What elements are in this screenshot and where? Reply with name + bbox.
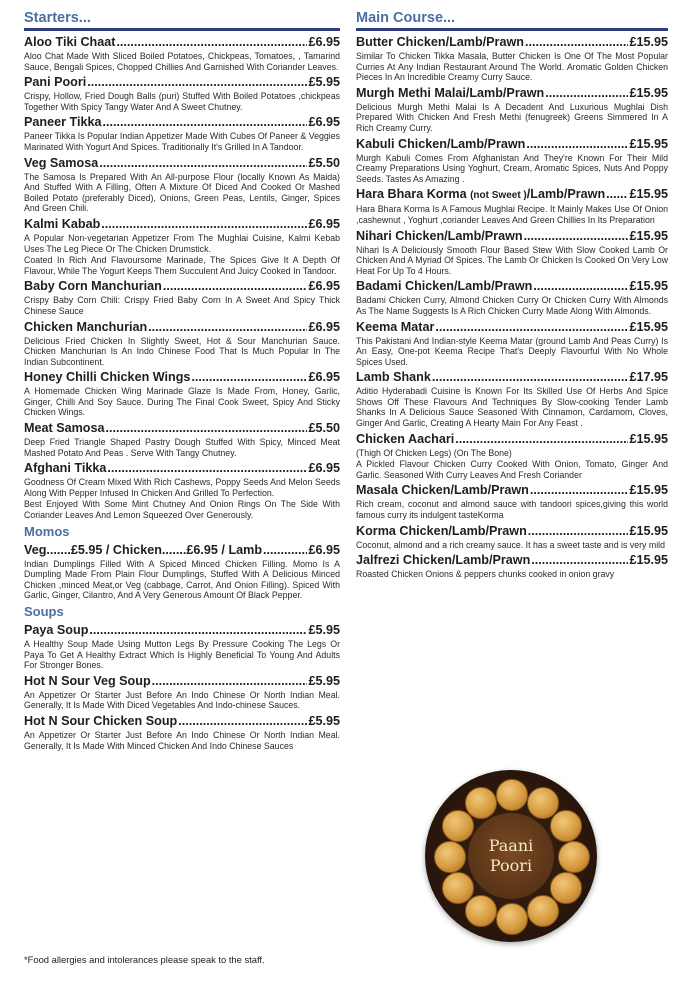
momos-heading: Momos — [24, 523, 70, 539]
soup-item — [24, 714, 340, 751]
starter-item-price: £6.95 — [308, 319, 340, 334]
soup-item-name: Hot N Sour Veg Soup — [24, 673, 151, 688]
soup-item-description: An Appetizer Or Starter Just Before An Indo Chinese Or North Indian Meal. Generally, It Is Made With Diced Vegetables And Indo-chinese Sauces. — [24, 689, 340, 711]
main-item-description: Rich cream, coconut and almond sauce with tandoori spices,giving this world famous curry its indulgent tasteKorma — [356, 499, 668, 521]
starter-item-price: £6.95 — [308, 279, 340, 294]
momos-lamb-price: £6.95 — [308, 542, 340, 557]
starter-item-title — [24, 75, 340, 90]
starter-item-price: £6.95 — [308, 370, 340, 385]
plate-label-line1: Paani — [488, 836, 534, 855]
starter-item-name: Chicken Manchurian — [24, 319, 148, 334]
momos-veg-price: £5.95 — [70, 542, 103, 557]
main-item-description: Delicious Murgh Methi Malai Is A Decadent And Luxurious Mughlai Dish Prepared With Chicken And Fresh Methi (fenugreek) Greens Simmered In A Rich Creamy Curry. — [356, 101, 668, 133]
main-item-name: Korma Chicken/Lamb/Prawn — [356, 523, 527, 538]
starter-item-title — [24, 421, 340, 436]
right-column — [356, 10, 668, 583]
pani-poori-ball — [550, 810, 582, 842]
starter-item-description: Paneer Tikka Is Popular Indian Appetizer Made With Cubes Of Paneer & Veggies Marinated With Yogurt And Spices. Traditionally It's Grilled In A Tandoor. — [24, 131, 340, 152]
main-item-price: £15.95 — [629, 279, 668, 294]
starter-item-name: Aloo Tiki Chaat — [24, 35, 116, 49]
plate-label-line2: Poori — [489, 856, 533, 875]
main-item-description: Similar To Chicken Tikka Masala, Butter Chicken Is One Of The Most Popular Curries At Any Indian Restaurant Around The World. Aromatic Golden Chicken Pieces In An Incredible Creamy Curry Sauce. — [356, 51, 668, 83]
starter-item-description: The Samosa Is Prepared With An All-purpose Flour (locally Known As Maida) And Stuffed With A Filling, Often A Mixture Of Diced And Cooked Or Mashed Boiled Potato (preferably Diced), Onions, Green Peas, Lentils, Ginger, Spices And Green Chili. — [24, 171, 340, 214]
starters-list — [24, 35, 340, 521]
main-item-price: £15.95 — [629, 136, 668, 151]
main-item — [356, 35, 668, 83]
starter-item — [24, 461, 340, 520]
main-item-title — [356, 553, 668, 568]
main-item-name: Hara Bhara Korma (not Sweet )/Lamb/Prawn — [356, 187, 606, 202]
starter-item-name: Kalmi Kabab — [24, 216, 101, 231]
main-item-name: Keema Matar — [356, 319, 435, 334]
soup-item — [24, 623, 340, 671]
soup-item-price: £5.95 — [308, 713, 340, 728]
momos-chicken-price: £6.95 — [186, 542, 218, 557]
main-item — [356, 370, 668, 428]
starter-item — [24, 115, 340, 152]
main-item-description: Badami Chicken Curry, Almond Chicken Curry Or Chicken Curry With Almonds As The Name Suggests Is A Rich Chicken Curry Made Along With Almonds. — [356, 295, 668, 316]
main-item-title — [356, 279, 668, 294]
main-item-description: Murgh Kabuli Comes From Afghanistan And They're Known For Their Mild Creamy Preparations Using Yoghurt, Cream, Aromatic Spices, Nuts And Poppy Seeds. Tastes As Amazing . — [356, 152, 668, 184]
starter-item — [24, 156, 340, 214]
main-item-price: £17.95 — [629, 370, 668, 385]
main-item-description: Nihari Is A Deliciously Smooth Flour Based Stew With Slow Cooked Lamb Or Chicken And A Myriad Of Spices. The Lamb Or Chicken Is Cooked On Very Low Heat For Up To 4 Hours. — [356, 244, 668, 276]
main-item — [356, 137, 668, 185]
pani-poori-ball — [527, 895, 559, 927]
main-item-description: Roasted Chicken Onions & peppers chunks cooked in onion gravy — [356, 569, 615, 580]
starter-item-title — [24, 320, 340, 335]
starter-item — [24, 217, 340, 276]
main-item-price: £15.95 — [629, 431, 668, 446]
starter-item-title — [24, 461, 340, 476]
main-course-list — [356, 35, 668, 580]
main-item-name: Badami Chicken/Lamb/Prawn — [356, 279, 533, 294]
starters-heading: Starters... — [24, 10, 340, 31]
starter-item-title — [24, 370, 340, 385]
soup-item-title — [24, 623, 340, 638]
main-item-name: Chicken Aachari — [356, 431, 455, 446]
pani-poori-ball — [434, 841, 466, 873]
main-item-description: Aditio Hyderabadi Cuisine Is Known For Its Skilled Use Of Herbs And Spice Shows Off These Flavours And Techniques By Slow-cooking Tender Lamb Shanks In A Delicious Sauce Seasoned With Cinnamon, Cardamom, Cloves, Ginger And Garlic, Creating A Hearty Main For Any Feast . — [356, 386, 668, 429]
starter-item-title — [24, 156, 340, 171]
starter-item — [24, 370, 340, 418]
soup-item-name: Paya Soup — [24, 623, 89, 637]
momos-item — [24, 543, 340, 601]
main-item — [356, 553, 668, 580]
momos-chicken-label: Chicken — [112, 542, 162, 557]
soup-item-price: £5.95 — [308, 623, 340, 637]
allergy-footnote: *Food allergies and intolerances please speak to the staff. — [24, 954, 265, 965]
main-item-price: £15.95 — [629, 319, 668, 334]
soup-item — [24, 674, 340, 711]
starter-item — [24, 320, 340, 368]
main-item-name: Lamb Shank — [356, 370, 431, 385]
main-item-title — [356, 320, 668, 335]
soups-list — [24, 623, 340, 751]
main-item-title — [356, 35, 668, 50]
main-item-price: £15.95 — [629, 523, 668, 538]
pani-poori-ball — [496, 779, 528, 811]
main-course-heading: Main Course... — [356, 10, 668, 31]
soup-item-price: £5.95 — [308, 673, 340, 688]
soups-heading: Soups — [24, 604, 64, 619]
main-item-description: (Thigh Of Chicken Legs) (On The Bone) — [356, 447, 512, 458]
main-item — [356, 187, 668, 225]
main-item-description: This Pakistani And Indian-style Keema Matar (ground Lamb And Peas Curry) Is An Easy, One-pot Keema Recipe That's Deeply Flavourful With No Whole Spices Used. — [356, 335, 668, 367]
soup-item-name: Hot N Sour Chicken Soup — [24, 713, 178, 728]
starter-item-name: Veg Samosa — [24, 155, 99, 170]
starter-item-name: Afghani Tikka — [24, 461, 107, 476]
left-column — [24, 10, 340, 754]
main-item-name: Kabuli Chicken/Lamb/Prawn — [356, 136, 526, 151]
starter-item-description: Aloo Chat Made With Sliced Boiled Potatoes, Chickpeas, Tomatoes, , Tamarind Sauce, Bengali Spices, Chopped Chillies And Garnished With Coriander Leaves. — [24, 51, 340, 72]
main-item — [356, 524, 668, 551]
momos-veg-label: Veg — [24, 542, 47, 557]
starter-item-title — [24, 279, 340, 294]
main-item-title — [356, 524, 668, 539]
main-item — [356, 483, 668, 520]
starter-item-name: Pani Poori — [24, 75, 87, 90]
main-item-title — [356, 187, 668, 203]
starter-item-description: Best Enjoyed With Some Mint Chutney And Onion Rings On The Side With Coriander Leaves And Lemon Squeezed Over Generously. — [24, 499, 340, 521]
paani-poori-image — [425, 770, 597, 942]
starter-item-description: Crispy, Hollow, Fried Dough Balls (puri) Stuffed With Boiled Potatoes ,chickpeas Together With Spicy Tangy Water And A Sweet Chutney. — [24, 91, 340, 112]
momos-lamb-label: Lamb — [228, 542, 263, 557]
starter-item-price: £6.95 — [308, 115, 340, 130]
starter-item-description: Deep Fried Triangle Shaped Pastry Dough Stuffed With Spicy, Minced Meat Mashed Potato And Peas . Serve With Tangy Chutney. — [24, 437, 340, 458]
main-item-name: Nihari Chicken/Lamb/Prawn — [356, 228, 523, 243]
starter-item-title — [24, 217, 340, 232]
starter-item-name: Baby Corn Manchurian — [24, 279, 162, 294]
main-item-description: A Pickled Flavour Chicken Curry Cooked With Onion, Tomato, Ginger And Garlic. Seasoned With Curry Leaves And Fresh Coriander — [356, 459, 668, 480]
pani-poori-ball — [496, 903, 528, 935]
starter-item — [24, 75, 340, 112]
main-item-title — [356, 229, 668, 244]
main-item-title — [356, 86, 668, 101]
main-item — [356, 432, 668, 481]
main-item-name: Jalfrezi Chicken/Lamb/Prawn — [356, 553, 531, 568]
starter-item-name: Paneer Tikka — [24, 115, 102, 130]
main-item — [356, 320, 668, 368]
plate-label — [468, 813, 554, 899]
main-item-price: £15.95 — [629, 553, 668, 568]
main-item — [356, 229, 668, 277]
starter-item — [24, 35, 340, 72]
main-item — [356, 279, 668, 316]
main-item-price: £15.95 — [629, 85, 668, 100]
starter-item-description: Goodness Of Cream Mixed With Rich Cashews, Poppy Seeds And Melon Seeds Along With Pepper Infused In Chicken And Grilled To Perfection. — [24, 477, 340, 498]
main-item-title — [356, 432, 668, 447]
starter-item-price: £5.50 — [308, 155, 340, 170]
main-item-price: £15.95 — [629, 483, 668, 498]
main-item-title — [356, 483, 668, 498]
pani-poori-ball — [465, 895, 497, 927]
soup-item-description: A Healthy Soup Made Using Mutton Legs By Pressure Cooking The Legs Or Paya To Get A Healthy Extract Which Is Highly Beneficial To Young And Adults For Stronger Bones. — [24, 639, 340, 671]
soup-item-description: An Appetizer Or Starter Just Before An Indo Chinese Or North Indian Meal. Generally, It Is Made With Minced Chicken And Indo Chinese Sauces — [24, 729, 340, 751]
main-item-price: £15.95 — [629, 35, 668, 49]
main-item-name: Murgh Methi Malai/Lamb/Prawn — [356, 85, 545, 100]
starter-item-name: Honey Chilli Chicken Wings — [24, 370, 191, 385]
momos-description: Indian Dumplings Filled With A Spiced Minced Chicken Filling. Momo Is A Dumpling Made From Plain Flour Dumplings, Stuffed With A Delicious Minced Chicken ,minced Meat,or Veg (cabbage, Carrot, And Onion Filling). Spiced With Garlic, Ginger, Cilantro, And A Very Generous Amount Of Black Pepper. — [24, 558, 340, 601]
starter-item-price: £6.95 — [308, 216, 340, 231]
soup-item-title — [24, 714, 340, 729]
starter-item-price: £5.50 — [308, 421, 340, 436]
main-item-title — [356, 137, 668, 152]
starter-item-title — [24, 35, 340, 50]
main-item-name: Butter Chicken/Lamb/Prawn — [356, 35, 524, 49]
main-item-description: Coconut, almond and a rich creamy sauce. It has a sweet taste and is very mild — [356, 539, 666, 550]
soup-item-title — [24, 674, 340, 689]
pani-poori-ball — [558, 841, 590, 873]
starter-item-description: A Homemade Chicken Wing Marinade Glaze Is Made From, Honey, Garlic, Ginger, Chilli And Soy Sauce. During The Final Cook Sweet, Spicy And Sticky Chicken Wings. — [24, 386, 340, 418]
main-item-price: £15.95 — [629, 228, 668, 243]
starter-item-title — [24, 115, 340, 130]
starter-item-description: A Popular Non-vegetarian Appetizer From The Mughlai Cuisine, Kalmi Kebab Uses The Leg Piece Or The Chicken Drumstick. — [24, 232, 340, 254]
main-item-price: £15.95 — [629, 187, 668, 202]
main-item — [356, 86, 668, 134]
starter-item-price: £5.95 — [308, 75, 340, 90]
starter-item — [24, 279, 340, 316]
main-item-name: Masala Chicken/Lamb/Prawn — [356, 483, 529, 498]
starter-item-description: Delicious Fried Chicken In Slightly Sweet, Hot & Sour Manchurian Sauce. Chicken Manchurian Is An Indo Chinese Food That Is Much Popular In The Indian Subcontinent. — [24, 335, 340, 367]
main-item-description: Hara Bhara Korma Is A Famous Mughlai Recipe. It Mainly Makes Use Of Onion ,cashewnut , Yoghurt ,coriander Leaves And Green Chillies In Its Preparation — [356, 204, 668, 225]
starter-item-price: £6.95 — [308, 35, 340, 49]
starter-item-description: Crispy Baby Corn Chili: Crispy Fried Baby Corn In A Sweet And Spicy Thick Chinese Sauce — [24, 295, 340, 316]
main-item-title — [356, 370, 668, 385]
momos-title: Veg ....... £5.95 / Chicken ....... £6.95 / Lamb ..... £6.95 — [24, 543, 340, 558]
starter-item-name: Meat Samosa — [24, 421, 105, 436]
starter-item-price: £6.95 — [308, 461, 340, 476]
starter-item-description: Coated In Rich And Flavoursome Marinade, The Spices Give It A Depth Of Flavour, While The Yogurt Keeps Them Succulent And Juicy Cooked In Tandoor. — [24, 255, 340, 276]
starter-item — [24, 421, 340, 458]
